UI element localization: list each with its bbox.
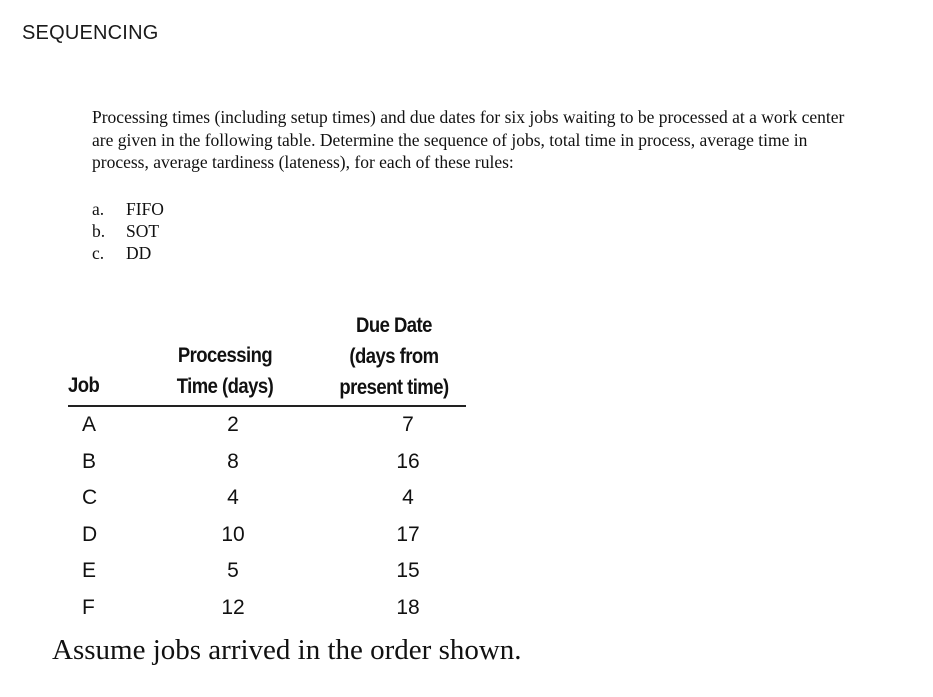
cell-processing-time: 12 [221, 595, 245, 619]
cell-job: D [82, 522, 98, 546]
cell-due-date: 17 [396, 522, 420, 546]
table-body [68, 407, 468, 626]
rule-item-sot [92, 220, 164, 242]
header-due-date [332, 310, 457, 403]
page-title: SEQUENCING [22, 22, 159, 44]
cell-processing-time: 4 [227, 486, 239, 509]
table-row [68, 517, 468, 554]
header-processing-time [168, 340, 282, 402]
intro-line: process, average tardiness (lateness), for each of these rules: [92, 152, 514, 172]
cell-due-date: 7 [402, 413, 414, 436]
assumption-note: Assume jobs arrived in the order shown. [52, 634, 522, 666]
rule-label: DD [126, 243, 152, 263]
intro-line: are given in the following table. Determine the sequence of jobs, total time in process, average time in [92, 129, 808, 150]
rule-item-fifo [92, 198, 164, 220]
intro-line: Processing times (including setup times) and due dates for six jobs waiting to be processed at a work center [92, 107, 845, 127]
cell-due-date: 4 [402, 486, 414, 509]
header-line: Time (days) [176, 375, 274, 398]
rule-letter: a. [92, 199, 105, 219]
table-row [68, 590, 468, 627]
rule-item-dd [92, 242, 164, 264]
cell-processing-time: 5 [227, 559, 239, 582]
cell-due-date: 15 [396, 559, 420, 582]
cell-job: E [82, 559, 97, 582]
rule-label: FIFO [126, 199, 164, 219]
header-line: Due Date [356, 314, 432, 337]
problem-statement [92, 106, 922, 174]
cell-job: C [82, 486, 98, 509]
rule-label: SOT [126, 221, 160, 241]
header-line: (days from [349, 345, 439, 368]
cell-job: F [82, 595, 95, 619]
header-job: Job [68, 374, 100, 397]
cell-due-date: 18 [396, 595, 420, 619]
cell-processing-time: 8 [227, 449, 239, 473]
cell-job: B [82, 449, 97, 473]
rule-letter: b. [92, 221, 106, 241]
table-row [68, 553, 468, 590]
header-line: Processing [177, 344, 273, 367]
rules-list [92, 198, 164, 264]
table-row [68, 407, 468, 444]
cell-job: A [82, 413, 97, 436]
rule-letter: c. [92, 243, 105, 263]
table-row [68, 480, 468, 517]
cell-processing-time: 10 [221, 522, 245, 546]
table-row [68, 444, 468, 481]
cell-due-date: 16 [396, 449, 420, 473]
header-line: present time) [339, 376, 449, 399]
cell-processing-time: 2 [227, 413, 239, 436]
